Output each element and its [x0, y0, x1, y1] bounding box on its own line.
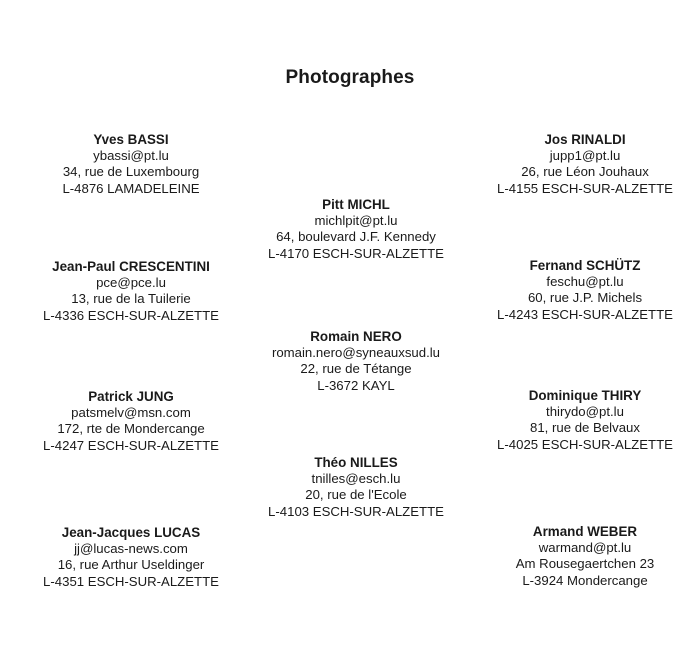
photographer-email[interactable]: pce@pce.lu [96, 275, 166, 291]
page-title: Photographes [285, 67, 415, 88]
photographer-entry [465, 524, 700, 589]
photographer-street: Am Rousegaertchen 23 [515, 556, 655, 572]
photographer-city: L-4336 ESCH-SUR-ALZETTE [43, 307, 219, 323]
photographer-email[interactable]: jj@lucas-news.com [74, 541, 188, 557]
photographer-name: Fernand SCHÜTZ [529, 258, 641, 273]
photographer-email[interactable]: jupp1@pt.lu [549, 148, 621, 164]
photographer-name: Jean-Paul CRESCENTINI [52, 259, 210, 274]
photographer-email[interactable]: thirydo@pt.lu [546, 404, 624, 420]
photographer-street: 172, rte de Mondercange [57, 421, 205, 437]
photographer-entry [11, 389, 251, 454]
photographer-entry [465, 258, 700, 323]
photographer-city: L-4876 LAMADELEINE [62, 180, 200, 196]
photographer-entry [236, 455, 476, 520]
photographer-name: Romain NERO [310, 329, 402, 344]
photographer-street: 34, rue de Luxembourg [62, 164, 200, 180]
photographer-entry [11, 132, 251, 197]
photographer-entry [465, 132, 700, 197]
photographer-city: L-3924 Mondercange [522, 572, 648, 588]
photographer-city: L-4155 ESCH-SUR-ALZETTE [497, 180, 673, 196]
photographer-street: 64, boulevard J.F. Kennedy [276, 229, 436, 245]
photographer-name: Théo NILLES [314, 455, 398, 470]
photographer-entry [465, 388, 700, 453]
photographer-street: 20, rue de l'Ecole [305, 487, 407, 503]
photographer-name: Armand WEBER [532, 524, 638, 539]
photographer-name: Jos RINALDI [544, 132, 626, 147]
photographer-city: L-4170 ESCH-SUR-ALZETTE [268, 245, 444, 261]
photographer-city: L-3672 KAYL [317, 377, 395, 393]
photographer-street: 60, rue J.P. Michels [527, 290, 643, 306]
photographer-name: Dominique THIRY [528, 388, 642, 403]
photographer-entry [11, 259, 251, 324]
photographer-email[interactable]: michlpit@pt.lu [314, 213, 398, 229]
photographer-email[interactable]: warmand@pt.lu [538, 540, 632, 556]
photographer-street: 22, rue de Tétange [300, 361, 412, 377]
photographer-city: L-4351 ESCH-SUR-ALZETTE [43, 573, 219, 589]
photographer-street: 13, rue de la Tuilerie [71, 291, 191, 307]
photographer-email[interactable]: patsmelv@msn.com [71, 405, 191, 421]
photographer-entry [236, 329, 476, 394]
photographer-name: Pitt MICHL [322, 197, 390, 212]
photographer-email[interactable]: romain.nero@syneauxsud.lu [271, 345, 441, 361]
photographer-email[interactable]: feschu@pt.lu [546, 274, 624, 290]
photographer-city: L-4247 ESCH-SUR-ALZETTE [43, 437, 219, 453]
photographer-city: L-4025 ESCH-SUR-ALZETTE [497, 436, 673, 452]
photographer-name: Jean-Jacques LUCAS [61, 525, 201, 540]
photographer-entry [236, 197, 476, 262]
photographer-name: Yves BASSI [93, 132, 169, 147]
photographer-city: L-4243 ESCH-SUR-ALZETTE [497, 306, 673, 322]
photographer-street: 16, rue Arthur Useldinger [57, 557, 205, 573]
photographer-name: Patrick JUNG [88, 389, 174, 404]
photographer-email[interactable]: tnilles@esch.lu [311, 471, 401, 487]
photographer-street: 26, rue Léon Jouhaux [521, 164, 649, 180]
photographer-email[interactable]: ybassi@pt.lu [93, 148, 169, 164]
photographer-city: L-4103 ESCH-SUR-ALZETTE [268, 503, 444, 519]
photographer-street: 81, rue de Belvaux [530, 420, 640, 436]
photographer-entry [11, 525, 251, 590]
